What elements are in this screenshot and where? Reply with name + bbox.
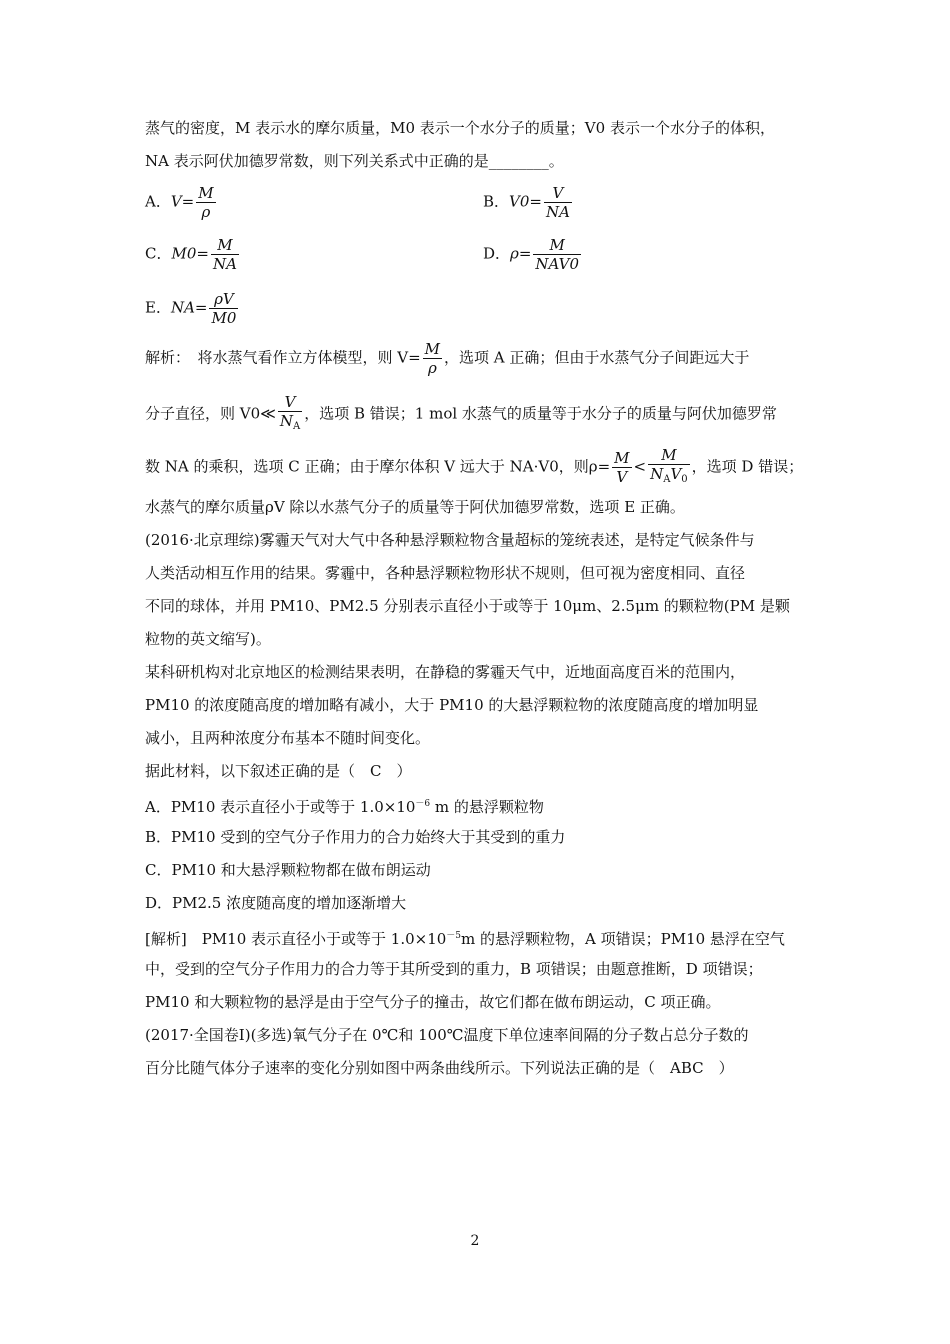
analysis-line-1: 解析： 将水蒸气看作立方体模型，则 V= $\frac{M}{\rho}$ ，选项 A 正确；但由于水蒸气分子间距远大于 [145, 340, 750, 377]
q3-line-2: 百分比随气体分子速率的变化分别如图中两条曲线所示。下列说法正确的是（ ABC ） [145, 1059, 734, 1077]
option-a: A．V= $\frac{M}{\rho}$ [145, 184, 214, 221]
q2-option-a: A．PM10 表示直径小于或等于 $1.0\times 10^{-6}$ m 的悬浮颗粒物 [145, 798, 544, 816]
q3-line-1: (2017·全国卷Ⅰ)(多选)氧气分子在 0℃和 100℃温度下单位速率间隔的分子数占总分子数的 [145, 1026, 749, 1044]
q2-analysis-line-3: PM10 和大颗粒物的悬浮是由于空气分子的撞击，故它们都在做布朗运动，C 项正确。 [145, 993, 721, 1011]
q2-line-6: PM10 的浓度随高度的增加略有减小，大于 PM10 的大悬浮颗粒物的浓度随高度的增加明显 [145, 696, 759, 714]
analysis-line-2: 分子直径，则 V0≪ $\frac{V}{N_A}$ ，选项 B 错误；1 mol 水蒸气的质量等于水分子的质量与阿伏加德罗常 [145, 393, 777, 432]
intro-line-1: 蒸气的密度，M 表示水的摩尔质量，M0 表示一个水分子的质量；V0 表示一个水分子的体积， [145, 119, 775, 137]
q2-line-5: 某科研机构对北京地区的检测结果表明，在静稳的雾霾天气中，近地面高度百米的范围内， [145, 663, 746, 681]
q2-option-b: B．PM10 受到的空气分子作用力的合力始终大于其受到的重力 [145, 828, 566, 846]
q2-option-c: C．PM10 和大悬浮颗粒物都在做布朗运动 [145, 861, 431, 879]
analysis-line-3: 数 NA 的乘积，选项 C 正确；由于摩尔体积 V 远大于 NA·V0，则ρ= $\frac{M}{V}$ < $\frac{M}{N_AV_0}$ ，选项 D 错误； [145, 446, 804, 486]
q2-analysis-line-2: 中，受到的空气分子作用力的合力等于其所受到的重力，B 项错误；由题意推断，D 项错误； [145, 960, 763, 978]
q2-line-1: (2016·北京理综)雾霾天气对大气中各种悬浮颗粒物含量超标的笼统表述，是特定气候条件与 [145, 531, 755, 549]
option-d: D．ρ= $\frac{M}{\text{NAV0}}$ [483, 236, 580, 273]
q2-line-8: 据此材料，以下叙述正确的是（ C ） [145, 762, 412, 780]
page-number: 2 [470, 1233, 480, 1249]
q2-option-d: D．PM2.5 浓度随高度的增加逐渐增大 [145, 894, 407, 912]
q2-line-7: 减小，且两种浓度分布基本不随时间变化。 [145, 729, 431, 747]
option-b: B．V0= $\frac{V}{NA}$ [483, 184, 570, 221]
q2-line-4: 粒物的英文缩写)。 [145, 630, 271, 648]
option-e: E．NA= $\frac{\rho V}{M0}$ [145, 290, 237, 327]
analysis-line-4: 水蒸气的摩尔质量ρV 除以水蒸气分子的质量等于阿伏加德罗常数，选项 E 正确。 [145, 498, 685, 516]
option-c: C．M0= $\frac{M}{NA}$ [145, 236, 237, 273]
q2-line-3: 不同的球体，并用 PM10、PM2.5 分别表示直径小于或等于 10μm、2.5μm 的颗粒物(PM 是颗 [145, 597, 790, 615]
q2-analysis-line-1: [解析] PM10 表示直径小于或等于 $1.0\times 10^{-5}m$ 的悬浮颗粒物，A 项错误；PM10 悬浮在空气 [145, 930, 785, 948]
intro-line-2: NA 表示阿伏加德罗常数，则下列关系式中正确的是________。 [145, 152, 564, 170]
q2-line-2: 人类活动相互作用的结果。雾霾中，各种悬浮颗粒物形状不规则，但可视为密度相同、直径 [145, 564, 746, 582]
